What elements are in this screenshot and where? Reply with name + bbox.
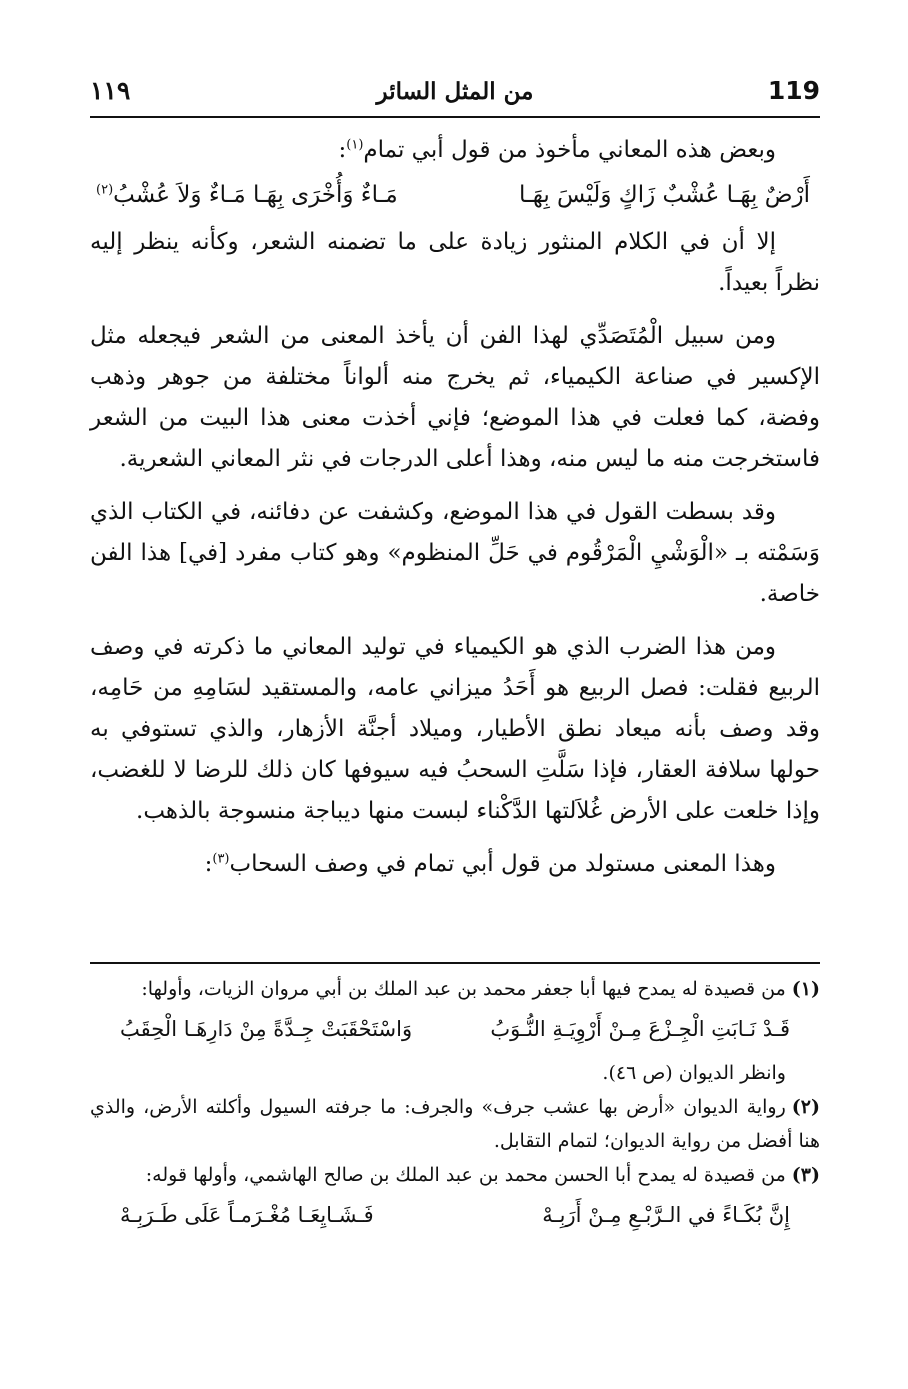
footnote-3-number: (٣) — [791, 1164, 820, 1186]
paragraph-5: ومن هذا الضرب الذي هو الكيمياء في توليد المعاني ما ذكرته في وصف الربيع فقلت: فصل الربيع هو أَحَدُ ميزاني عامه، والمستقيد لسَامِهِ من حَامِه، وقد وصف بأنه ميعاد نطق الأطيار، وميلاد أجنَّة الأزهار، والذي تستوفي به حولها سلافة العقار، فإذا سَلَّتِ السحبُ فيه سيوفها كان ذلك للرضا لا للغضب، وإذا خلعت على الأرض غُلاَلتها الدَّكْناء لبست منها ديباجة منسوجة بالذهب. — [90, 634, 820, 824]
paragraph-4: وقد بسطت القول في هذا الموضع، وكشفت عن دفائنه، في الكتاب الذي وَسَمْته بـ «الْوَشْيِ الْمَرْقُوم في حَلِّ المنظوم» وهو كتاب مفرد [في] هذا الفن خاصة. — [90, 499, 820, 607]
footnote-1-reference: وانظر الديوان (ص ٤٦). — [602, 1062, 786, 1084]
page-number-latin: 119 — [767, 76, 820, 105]
paragraph-3: ومن سبيل الْمُتَصَدِّي لهذا الفن أن يأخذ المعنى من الشعر فيجعله مثل الإكسير في صناعة الكيمياء، ثم يخرج منه ألواناً مختلفة من جوهر وذهب وفضة، كما فعلت في هذا الموضع؛ فإني أخذت معنى هذا البيت من الشعر فاستخرجت منه ما ليس منه، وهذا أعلى الدرجات في نثر المعاني الشعرية. — [90, 323, 820, 472]
paragraph-6 — [90, 844, 820, 885]
footnote-3-verse-first-hemistich: إِنَّ بُكَـاءً في الـرَّبْـعِ مِـنْ أَرَبِـهْ — [542, 1203, 790, 1227]
footnotes — [90, 972, 820, 1242]
footnote-ref-2: (٢) — [96, 182, 114, 198]
footnote-3-verse-second-hemistich: فَـشَـايِعَـا مُغْـرَمـاً عَلَى طَـرَبِـهْ — [120, 1203, 374, 1227]
paragraph-1-colon: : — [338, 137, 347, 163]
paragraph-6-text: وهذا المعنى مستولد من قول أبي تمام في وصف السحاب — [229, 851, 776, 877]
main-text — [90, 130, 820, 885]
verse-1 — [90, 173, 820, 222]
footnote-1-verse-first-hemistich: قَـدْ نَـابَتِ الْجِـزْعَ مِـنْ أَرْوِيَـةِ النُّـوَبُ — [490, 1017, 790, 1041]
paragraph-1 — [90, 130, 820, 171]
paragraph-1-text: وبعض هذه المعاني مأخوذ من قول أبي تمام — [363, 137, 776, 163]
footnote-2-text: رواية الديوان «أرض بها عشب جرف» والجرف: ما جرفته السيول وأكلته الأرض، والذي هنا أفضل من رواية الديوان؛ لتمام التقابل. — [90, 1096, 820, 1152]
footnote-3-text: من قصيدة له يمدح أبا الحسن محمد بن عبد الملك بن صالح الهاشمي، وأولها قوله: — [145, 1164, 786, 1186]
footnote-1-verse — [90, 1006, 820, 1056]
footnote-1 — [90, 972, 820, 1006]
footnote-2-number: (٢) — [791, 1096, 820, 1118]
verse-1-first-hemistich: أَرْضٌ بِهَـا عُشْبٌ زَاكٍ وَلَيْسَ بِهَـا — [518, 182, 810, 208]
footnote-ref-1: (١) — [346, 137, 364, 153]
page-header — [90, 72, 820, 118]
footnote-ref-3: (٣) — [212, 851, 230, 867]
footnote-3-verse — [90, 1192, 820, 1242]
page-number-arabic: ١١٩ — [90, 76, 131, 105]
paragraph-6-colon: : — [204, 851, 213, 877]
footnote-3 — [90, 1158, 820, 1192]
footnote-2 — [90, 1090, 820, 1158]
verse-1-second-hemistich-text: مَـاءٌ وَأُخْرَى بِهَـا مَـاءٌ وَلاَ عُشْبُ — [113, 182, 398, 208]
running-title: من المثل السائر — [376, 78, 534, 105]
verse-1-second-hemistich — [90, 175, 398, 216]
footnote-divider — [90, 962, 820, 964]
footnote-1-text: من قصيدة له يمدح فيها أبا جعفر محمد بن عبد الملك بن أبي مروان الزيات، وأولها: — [141, 978, 786, 1000]
footnote-1-verse-second-hemistich: وَاسْتَحْقَبَتْ جِـدَّةً مِنْ دَارِهَـا الْحِقَبُ — [120, 1017, 413, 1041]
paragraph-2: إلا أن في الكلام المنثور زيادة على ما تضمنه الشعر، وكأنه ينظر إليه نظراً بعيداً. — [90, 229, 820, 296]
footnote-1-number: (١) — [791, 978, 820, 1000]
